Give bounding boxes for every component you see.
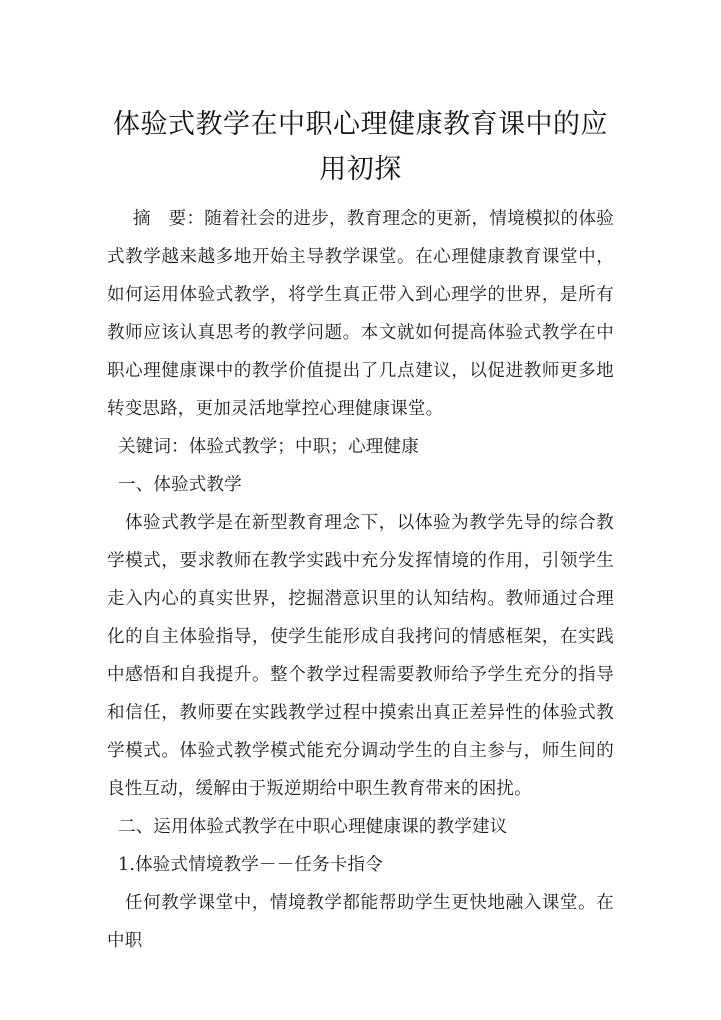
section-heading-1: 一、体验式教学	[118, 475, 242, 495]
section-heading-2: 二、运用体验式教学在中职心理健康课的教学建议	[118, 817, 508, 837]
keywords-line: 关键词：体验式教学；中职；心理健康	[118, 437, 419, 457]
subsection-heading-2-1: 1.体验式情境教学－－任务卡指令	[118, 855, 383, 875]
abstract-paragraph: 摘 要：随着社会的进步，教育理念的更新，情境模拟的体验式教学越来越多地开始主导教学课堂。在心理健康教育课堂中，如何运用体验式教学，将学生真正带入到心理学的世界，是所有教师应该认真思考的教学问题。本文就如何提高体验式教学在中职心理健康课中的教学价值提出了几点建议，以促进教师更多地转变思路，更加灵活地掌控心理健康课堂。	[107, 209, 614, 419]
section-body-1: 体验式教学是在新型教育理念下，以体验为教学先导的综合教学模式，要求教师在教学实践中充分发挥情境的作用，引领学生走入内心的真实世界，挖掘潜意识里的认知结构。教师通过合理化的自主体验指导，使学生能形成自我拷问的情感框架，在实践中感悟和自我提升。整个教学过程需要教师给予学生充分的指导和信任，教师要在实践教学过程中摸索出真正差异性的体验式教学模式。体验式教学模式能充分调动学生的自主参与，师生间的良性互动，缓解由于叛逆期给中职生教育带来的困扰。	[107, 513, 614, 799]
page-title: 体验式教学在中职心理健康教育课中的应用初探	[113, 109, 608, 186]
document-body	[107, 200, 614, 960]
section-body-2: 任何教学课堂中，情境教学都能帮助学生更快地融入课堂。在中职	[107, 893, 614, 951]
